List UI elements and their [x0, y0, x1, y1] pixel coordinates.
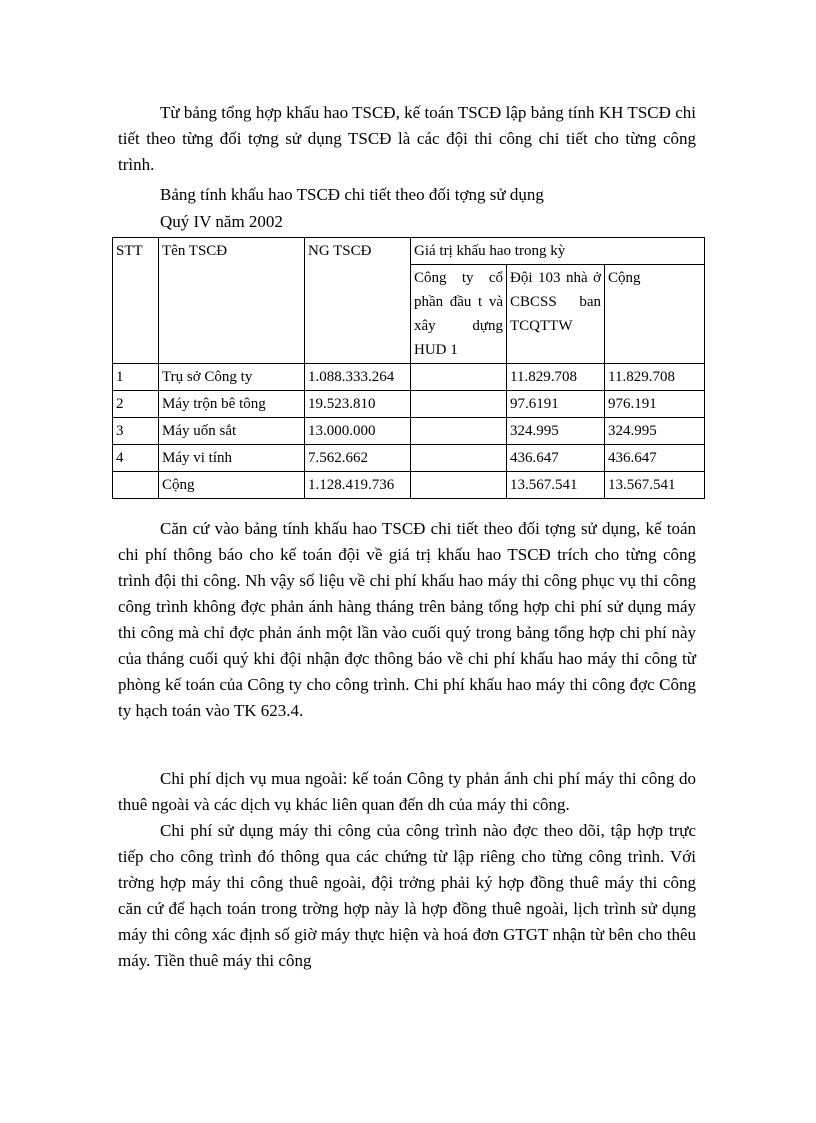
cell-total: 11.829.708 — [605, 364, 705, 391]
table-header-row — [113, 238, 705, 265]
cell-ng: 7.562.662 — [305, 445, 411, 472]
body-paragraph-3: Chi phí sử dụng máy thi công của công trình nào đợc theo dõi, tập hợp trực tiếp cho công trình đó thông qua các chứng từ lập riêng cho từng công trình. Với trờng hợp máy thi công thuê ngoài, đội trởng phải ký hợp đồng thuê máy thi công căn cứ để hạch toán trong trờng hợp này là hợp đồng thuê ngoài, lịch trình sử dụng máy thi công xác định số giờ máy thực hiện và hoá đơn GTGT nhận từ bên cho thêu máy. Tiền thuê máy thi công — [118, 821, 696, 970]
cell-stt: 2 — [113, 391, 159, 418]
cell-doi103: 97.6191 — [507, 391, 605, 418]
cell-hud1 — [411, 391, 507, 418]
body-paragraph-1: Căn cứ vào bảng tính khấu hao TSCĐ chi tiết theo đối tợng sử dụng, kế toán chi phí thông báo cho kế toán đội về giá trị khấu hao TSCĐ trích cho từng công trình đội thi công. Nh vậy số liệu về chi phí khấu hao máy thi công phục vụ thi công công trình không đợc phản ánh hàng tháng trên bảng tổng hợp chi phí sử dụng máy thi công mà chỉ đợc phản ánh một lần vào cuối quý trong bảng tổng hợp chi phí này của tháng cuối quý khi đội nhận đợc thông báo về chi phí khấu hao máy thi công từ phòng kế toán của Công ty cho công trình. Chi phí khấu hao máy thi công đợc Công ty hạch toán vào TK 623.4. — [118, 519, 696, 720]
cell-stt: 3 — [113, 418, 159, 445]
cell-hud1 — [411, 472, 507, 499]
cell-total: 976.191 — [605, 391, 705, 418]
cell-ng: 1.088.333.264 — [305, 364, 411, 391]
cell-ng: 19.523.810 — [305, 391, 411, 418]
header-sub-doi103: Đội 103 nhà ở CBCSS ban TCQTTW — [507, 265, 605, 364]
cell-name: Máy uốn sắt — [159, 418, 305, 445]
cell-hud1 — [411, 418, 507, 445]
cell-name: Cộng — [159, 472, 305, 499]
table-period: Quý IV năm 2002 — [160, 212, 283, 231]
cell-hud1 — [411, 445, 507, 472]
cell-doi103: 11.829.708 — [507, 364, 605, 391]
table-row — [113, 391, 705, 418]
cell-ng: 1.128.419.736 — [305, 472, 411, 499]
cell-doi103: 13.567.541 — [507, 472, 605, 499]
header-sub-hud1: Công ty cổ phần đầu t và xây dựng HUD 1 — [411, 265, 507, 364]
cell-stt: 1 — [113, 364, 159, 391]
cell-doi103: 436.647 — [507, 445, 605, 472]
intro-paragraph: Từ bảng tổng hợp khấu hao TSCĐ, kế toán TSCĐ lập bảng tính KH TSCĐ chi tiết theo từng đối tợng sử dụng TSCĐ là các đội thi công chi tiết cho từng công trình. — [118, 103, 696, 174]
cell-name: Máy vi tính — [159, 445, 305, 472]
cell-stt — [113, 472, 159, 499]
table-total-row — [113, 472, 705, 499]
table-row — [113, 418, 705, 445]
header-stt: STT — [113, 238, 159, 364]
cell-stt: 4 — [113, 445, 159, 472]
cell-name: Máy trộn bê tông — [159, 391, 305, 418]
cell-total: 324.995 — [605, 418, 705, 445]
header-sub-total: Cộng — [605, 265, 705, 364]
cell-ng: 13.000.000 — [305, 418, 411, 445]
cell-name: Trụ sở Công ty — [159, 364, 305, 391]
header-ng: NG TSCĐ — [305, 238, 411, 364]
table-row — [113, 445, 705, 472]
cell-total: 13.567.541 — [605, 472, 705, 499]
cell-doi103: 324.995 — [507, 418, 605, 445]
table-title: Bảng tính khấu hao TSCĐ chi tiết theo đối tợng sử dụng — [160, 185, 544, 204]
table-row — [113, 364, 705, 391]
cell-total: 436.647 — [605, 445, 705, 472]
depreciation-table — [112, 237, 705, 499]
body-paragraph-2: Chi phí dịch vụ mua ngoài: kế toán Công ty phản ánh chi phí máy thi công do thuê ngoài và các dịch vụ khác liên quan đến dh của máy thi công. — [118, 769, 696, 814]
header-group: Giá trị khấu hao trong kỳ — [411, 238, 705, 265]
cell-hud1 — [411, 364, 507, 391]
header-name: Tên TSCĐ — [159, 238, 305, 364]
